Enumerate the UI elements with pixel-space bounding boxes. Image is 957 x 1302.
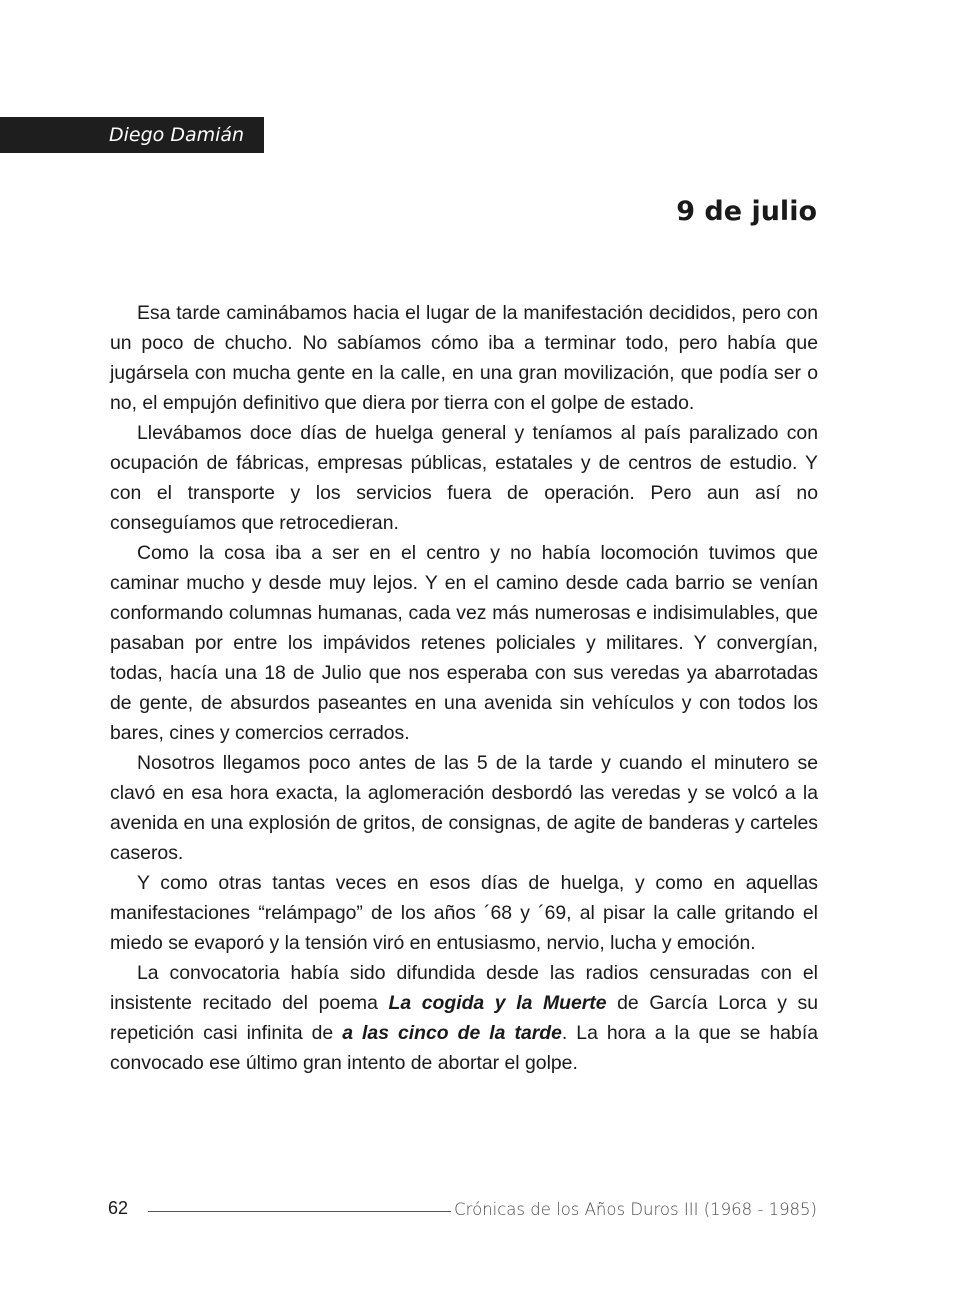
footer-rule [148, 1211, 451, 1212]
paragraph-text: . La hora a la que se había convocado ese último gran intento de abortar el golpe. [110, 1022, 818, 1074]
chapter-title: 9 de julio [676, 196, 817, 227]
paragraph: Como la cosa iba a ser en el centro y no había locomoción tuvimos que caminar mucho y desde muy lejos. Y en el camino desde cada barrio se venían conformando columnas humanas, cada vez más numerosas e indisimulables, que pasaban por entre los impávidos retenes policiales y militares. Y convergían, todas, hacía una 18 de Julio que nos esperaba con sus veredas ya abarrotadas de gente, de absurdos paseantes en una avenida sin vehículos y con todos los bares, cines y comercios cerrados. [110, 542, 818, 744]
body-text [110, 298, 818, 1078]
author-name: Diego Damián [109, 124, 245, 146]
paragraph-text: de García Lorca y su repetición casi infinita de [110, 992, 818, 1044]
paragraph: Nosotros llegamos poco antes de las 5 de la tarde y cuando el minutero se clavó en esa hora exacta, la aglomeración desbordó las veredas y se volcó a la avenida en una explosión de gritos, de consignas, de agite de banderas y carteles caseros. [110, 752, 818, 864]
book-title: Crónicas de los Años Duros III (1968 - 1985) [454, 1200, 817, 1219]
paragraph: Y como otras tantas veces en esos días de huelga, y como en aquellas manifestaciones “relámpago” de los años ´68 y ´69, al pisar la calle gritando el miedo se evaporó y la tensión viró en entusiasmo, nervio, lucha y emoción. [110, 872, 818, 954]
paragraph: Llevábamos doce días de huelga general y teníamos al país paralizado con ocupación de fábricas, empresas públicas, estatales y de centros de estudio. Y con el transporte y los servicios fuera de operación. Pero aun así no conseguíamos que retrocedieran. [110, 422, 818, 534]
author-header-bar [0, 117, 264, 153]
poem-verse: a las cinco de la tarde [342, 1022, 562, 1044]
page-number: 62 [108, 1198, 129, 1218]
poem-title: La cogida y la Muerte [388, 992, 607, 1014]
paragraph [110, 958, 818, 1078]
paragraph: Esa tarde caminábamos hacia el lugar de la manifestación decididos, pero con un poco de chucho. No sabíamos cómo iba a terminar todo, pero había que jugársela con mucha gente en la calle, en una gran movilización, que podía ser o no, el empujón definitivo que diera por tierra con el golpe de estado. [110, 302, 818, 414]
paragraph-text: La convocatoria había sido difundida desde las radios censuradas con el insistente recitado del poema [110, 962, 818, 1014]
